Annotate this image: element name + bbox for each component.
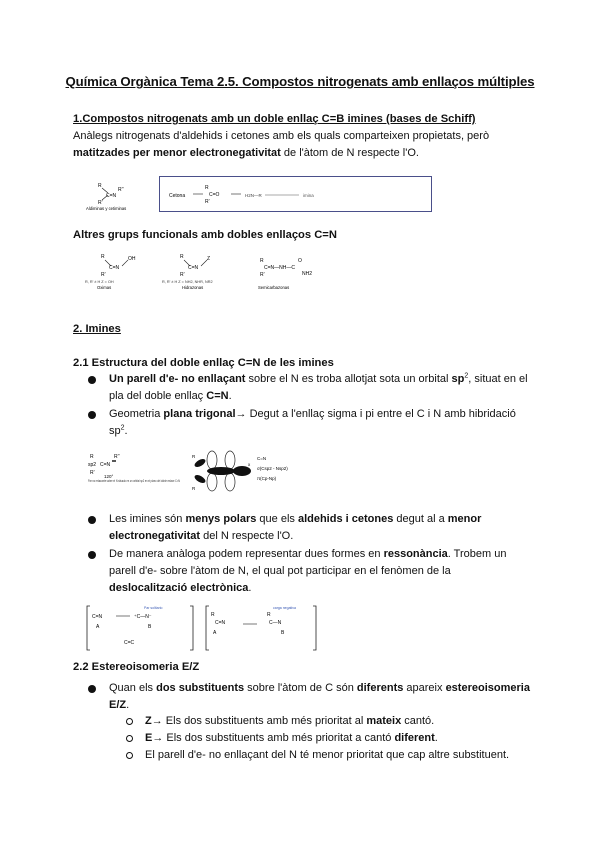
semicarbazone-caption: Semicarbazonas	[258, 285, 290, 290]
bullet-2-line-2	[109, 423, 128, 440]
sp2-figure-note: Par no enlazante sobre el N situado en un orbital sp2 en el plano del doble enlace C=N	[88, 479, 181, 483]
figure-caption: Aldiminas y cetiminas	[86, 206, 127, 211]
sub-bullet-marker	[126, 718, 133, 725]
bold-phrase: menys polars	[185, 513, 257, 525]
bullet-4-line-3	[109, 580, 251, 597]
sub-bullet-marker	[126, 735, 133, 742]
svg-text:carga negativa: carga negativa	[273, 606, 296, 610]
bold-phrase: Un parell d'e- no enllaçant	[109, 373, 246, 385]
sp2-structure-figure	[86, 450, 182, 496]
bold-phrase: aldehids i cetones	[297, 513, 394, 525]
text-span: apareix	[403, 682, 446, 694]
oxime-sub: R, R' ≠ H Z = OH	[85, 280, 114, 284]
bullet-1-line-2	[109, 388, 232, 405]
bold-phrase: matitzades per menor electronegativitat	[73, 147, 281, 159]
svg-text:R: R	[180, 254, 184, 260]
bullet-marker	[88, 551, 96, 559]
oxime-caption: Oximas	[97, 285, 112, 290]
bold-phrase: E/Z	[109, 699, 127, 711]
section-1-heading: 1.Compostos nitrogenats amb un doble enllaç C=B imines (bases de Schiff)	[73, 113, 476, 125]
svg-text:R'': R''	[118, 187, 124, 193]
text-span: De manera anàloga podem representar dues formes en	[109, 548, 384, 560]
svg-text:⁺C—N⁻: ⁺C—N⁻	[134, 614, 152, 620]
bold-phrase: menor	[447, 513, 482, 525]
svg-text:R': R'	[180, 272, 185, 278]
bold-phrase: deslocalització electrònica	[109, 582, 249, 594]
resonance-label: B	[148, 624, 152, 630]
text-span: Geometria	[109, 408, 164, 420]
text-span: sp	[109, 425, 121, 437]
resonance-figure-1	[86, 602, 194, 654]
bold-phrase: mateix	[366, 715, 402, 727]
text-span: .	[434, 732, 438, 744]
text-span: sobre l'àtom de C són	[244, 682, 357, 694]
semicarbazone-structure-figure	[254, 252, 320, 290]
superscript: 2	[464, 372, 469, 380]
imine-product-label: imina	[303, 193, 314, 198]
z-definition	[145, 713, 434, 730]
svg-text:sp2: sp2	[88, 462, 97, 468]
svg-text:R: R	[267, 612, 271, 618]
text-span: del N respecte l'O.	[200, 530, 294, 542]
bullet-2-line-1	[109, 406, 516, 423]
bond-composition-figure	[255, 452, 305, 486]
bold-phrase: sp	[451, 373, 465, 385]
svg-text:NH2: NH2	[302, 271, 313, 277]
bullet-marker	[88, 516, 96, 524]
svg-text:C=N: C=N	[109, 265, 120, 271]
svg-text:R: R	[98, 183, 102, 189]
svg-text:C=N: C=N	[100, 462, 111, 468]
svg-text:π(Cp-Np): π(Cp-Np)	[257, 476, 277, 481]
text-span: .	[124, 425, 128, 437]
svg-text:C=O: C=O	[209, 192, 220, 198]
section-1-line-1: Anàlegs nitrogenats d'aldehids i cetones amb els quals comparteixen propietats, però	[73, 130, 490, 142]
svg-text:R': R'	[101, 272, 106, 278]
pi-orbital-figure	[190, 448, 260, 496]
svg-text:R': R'	[205, 199, 210, 205]
svg-text:R: R	[260, 258, 264, 264]
svg-text:O: O	[298, 258, 302, 264]
text-span: .	[126, 699, 130, 711]
text-span: .	[248, 582, 252, 594]
ketone-label: Cetona	[169, 193, 186, 199]
page-title: Química Orgànica Tema 2.5. Compostos nitrogenats amb enllaços múltiples	[65, 74, 535, 89]
text-span: pla del doble enllaç	[109, 390, 207, 402]
text-span: → Degut a l'enllaç sigma i pi entre el C i N amb hibridació	[235, 408, 516, 420]
other-groups-heading: Altres grups funcionals amb dobles enllaços C=N	[73, 229, 337, 241]
resonance-label: A	[96, 624, 100, 630]
svg-text:R: R	[205, 185, 209, 191]
svg-text:Z: Z	[207, 256, 211, 262]
text-span: → Els dos substituents amb més prioritat a cantó	[152, 732, 395, 744]
bold-phrase: diferent	[394, 732, 435, 744]
svg-text:C=N: C=N	[106, 193, 117, 199]
bold-phrase: E	[145, 732, 153, 744]
svg-text:R'': R''	[114, 454, 120, 460]
bullet-1-line-1	[109, 371, 528, 388]
amine-label: H2N—R	[245, 193, 262, 198]
bullet-4-line-1	[109, 546, 506, 563]
svg-text:R: R	[192, 486, 196, 491]
bold-phrase: C=N	[206, 390, 229, 402]
text-span: sobre el N es troba allotjat sota un orbital	[245, 373, 452, 385]
resonance-label: A	[213, 630, 217, 636]
bold-phrase: dos substituents	[156, 682, 245, 694]
text-span: . Trobem un	[447, 548, 507, 560]
text-span: cantó.	[401, 715, 435, 727]
svg-text:C=C: C=C	[124, 640, 135, 646]
text-span: , situat en el	[468, 373, 528, 385]
text-span: Quan els	[109, 682, 157, 694]
bullet-4-line-2: parell d'e- sobre l'àtom de N, el qual pot participar en el fenòmen de la	[109, 565, 451, 577]
ez-bullet-line-1	[109, 680, 530, 697]
resonance-figure-2	[205, 602, 317, 654]
svg-text:R: R	[90, 454, 94, 460]
svg-text:C=N—NH—C: C=N—NH—C	[264, 265, 295, 271]
text-span: que els	[256, 513, 298, 525]
svg-text:C=N: C=N	[188, 265, 199, 271]
svg-text:R': R'	[90, 470, 95, 476]
bold-phrase: Z	[145, 715, 152, 727]
lone-pair-priority-note: El parell d'e- no enllaçant del N té menor prioritat que cap altre substituent.	[145, 749, 510, 761]
svg-text:C=N: C=N	[215, 620, 226, 626]
section-2-heading: 2. Imines	[73, 323, 121, 335]
bullet-marker	[88, 411, 96, 419]
svg-text:C=N: C=N	[257, 456, 267, 461]
section-1-line-2	[73, 145, 419, 162]
text-span: Les imines són	[109, 513, 186, 525]
aldimine-structure-figure	[86, 180, 156, 210]
text-span: .	[228, 390, 232, 402]
bullet-3-line-2	[109, 528, 293, 545]
hydrazone-caption: Hidrazonas	[182, 285, 204, 290]
imine-formation-figure	[159, 176, 432, 212]
bullet-3-line-1	[109, 511, 481, 528]
svg-text:C—N: C—N	[269, 620, 282, 626]
svg-text:R: R	[192, 454, 196, 459]
bold-phrase: plana trigonal	[163, 408, 236, 420]
bold-phrase: estereoisomeria	[445, 682, 530, 694]
svg-text:σ(Csp2 - Nsp2): σ(Csp2 - Nsp2)	[257, 466, 288, 471]
hydrazone-sub: R, R' ≠ H Z = NH2, NHR, NR2	[162, 280, 213, 284]
resonance-label: B	[281, 630, 285, 636]
ez-bullet-line-2	[109, 697, 129, 714]
text-span: degut al a	[393, 513, 448, 525]
bullet-marker	[88, 685, 96, 693]
svg-text:OH: OH	[128, 256, 136, 262]
svg-text:R: R	[211, 612, 215, 618]
section-2-2-heading: 2.2 Estereoisomeria E/Z	[73, 661, 200, 673]
svg-text:R': R'	[98, 200, 103, 206]
e-definition	[145, 730, 438, 747]
svg-text:C=N: C=N	[92, 614, 103, 620]
svg-text:R': R'	[260, 272, 265, 278]
sub-bullet-marker	[126, 752, 133, 759]
hydrazone-structure-figure	[160, 252, 248, 290]
svg-text:R: R	[101, 254, 105, 260]
oxime-structure-figure	[83, 252, 163, 290]
bold-phrase: electronegativitat	[109, 530, 201, 542]
bullet-marker	[88, 376, 96, 384]
superscript: 2	[120, 424, 125, 432]
svg-text:Par solitario: Par solitario	[144, 606, 163, 610]
text-span: de l'àtom de N respecte l'O.	[280, 147, 419, 159]
text-span: → Els dos substituents amb més prioritat al	[151, 715, 367, 727]
bold-phrase: ressonància	[383, 548, 448, 560]
section-2-1-heading: 2.1 Estructura del doble enllaç C=N de les imines	[73, 357, 334, 369]
svg-text:120°: 120°	[104, 474, 114, 479]
svg-text:x: x	[248, 462, 251, 467]
bold-phrase: diferents	[356, 682, 404, 694]
